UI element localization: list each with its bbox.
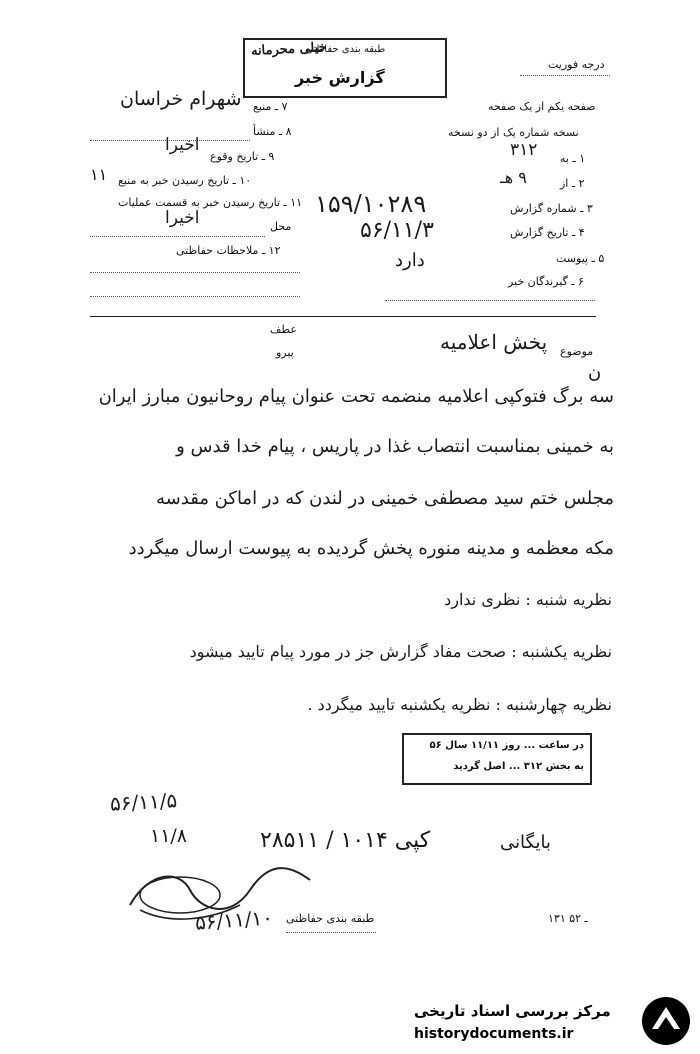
atf-label: عطف [270,323,297,336]
subject-value: پخش اعلامیه [440,330,548,354]
field-notes-line-1 [90,272,300,273]
opinion-line-1: نظریه شنبه : نظری ندارد [444,590,612,609]
section-divider [90,316,596,317]
field-from-label: ۲ ـ از [560,177,585,190]
field-from-value: ۹ هـ [500,168,527,187]
field-attachment-value: دارد [395,250,425,271]
body-line-1: سه برگ فتوکپی اعلامیه منضمه تحت عنوان پیام روحانیون مبارز ایران [98,386,614,407]
body-line-2: به خمینی بمناسبت انتصاب غذا در پاریس ، پیام خدا قدس و [176,436,614,457]
field-to-value: ۳۱۲ [510,140,538,160]
body-line-3: مجلس ختم سید مصطفی خمینی در لندن که در اماکن مقدسه [156,488,614,509]
field-recipients-line [385,300,595,301]
annotation-archive: بایگانی [500,832,551,853]
classification-stamp [243,38,447,98]
priority-line [520,75,610,76]
field-notes-line-2 [90,296,300,297]
field-report-date-value: ۵۶/۱۱/۳ [360,218,434,243]
stamp-word: خیلی محرمانه [250,40,328,59]
field-source-value: شهرام خراسان [120,88,242,110]
field-date-to-ops-value: اخیرا [165,208,200,228]
annotation-copy-ref: کپی ۱۰۱۴ / ۲۸۵۱۱ [260,828,431,853]
field-report-no-label: ۳ ـ شماره گزارش [510,202,593,215]
opinion-line-2: نظریه یکشنبه : صحت مفاد گزارش جز در مورد پیام تایید میشود [189,642,612,661]
logo-url: historydocuments.ir [414,1026,574,1042]
peyro-label: پیرو [276,346,294,359]
priority-label: درجه فوریت [548,58,605,71]
margin-mark: ن [588,362,602,383]
opinion-line-3: نظریه چهارشنبه : نظریه یکشنبه تایید میگردد . [307,695,612,714]
field-place-label: محل [270,220,292,233]
receipt-stamp [402,733,592,785]
field-source-label: ۷ ـ منبع [253,100,288,113]
field-date-to-source-label: ۱۰ ـ تاریخ رسیدن خبر به منبع [118,174,252,187]
receipt-line-2: به بخش ۳۱۲ ... اصل گردید [453,761,584,772]
subject-label: موضوع [560,345,594,358]
field-date-to-ops-label: ۱۱ ـ تاریخ رسیدن خبر به قسمت عملیات [118,196,303,209]
field-date-occur-label: ۹ ـ تاریخ وقوع [210,150,275,163]
classification-label: طبقه بندی حفاظتی [305,44,386,55]
field-place-line [90,236,265,237]
footer-classification-line [286,932,376,933]
footer-classification-label: طبقه بندی حفاظتی [286,912,375,925]
body-line-4: مکه معظمه و مدینه منوره پخش گردیده به پیوست ارسال میگردد [128,538,614,559]
field-attachment-label: ۵ ـ پیوست [556,252,605,265]
annotation-date-3: ۵۶/۱۱/۱۰ [194,905,274,935]
logo-title: مرکز بررسی اسناد تاریخی [414,1002,611,1020]
field-date-to-source-value: ۱۱ [90,165,108,184]
field-report-date-label: ۴ ـ تاریخ گزارش [510,226,585,239]
field-origin-label: ۸ ـ منشأ [253,125,292,138]
field-report-no-value: ۱۵۹/۱۰۲۸۹ [315,190,427,218]
field-date-occur-value: اخیرا [165,135,200,155]
receipt-line-1: در ساعت ... روز ۱۱/۱۱ سال ۵۶ [429,740,584,751]
field-copy-label: نسخه شماره یک از دو نسخه [448,126,579,139]
annotation-date-1: ۵۶/۱۱/۵ [109,788,178,816]
field-recipients-label: ۶ ـ گیرندگان خبر [508,275,584,288]
form-title: گزارش خبر [295,68,385,87]
field-notes-label: ۱۲ ـ ملاحظات حفاظتی [176,244,281,257]
footer-form-code: ۱۳۱ ـ ۵۲ [548,912,588,925]
archive-emblem-icon [640,995,692,1047]
field-page-label: صفحه یکم از یک صفحه [488,100,596,113]
annotation-date-2: ۱۱/۸ [150,825,188,847]
field-to-label: ۱ ـ به [560,152,586,165]
